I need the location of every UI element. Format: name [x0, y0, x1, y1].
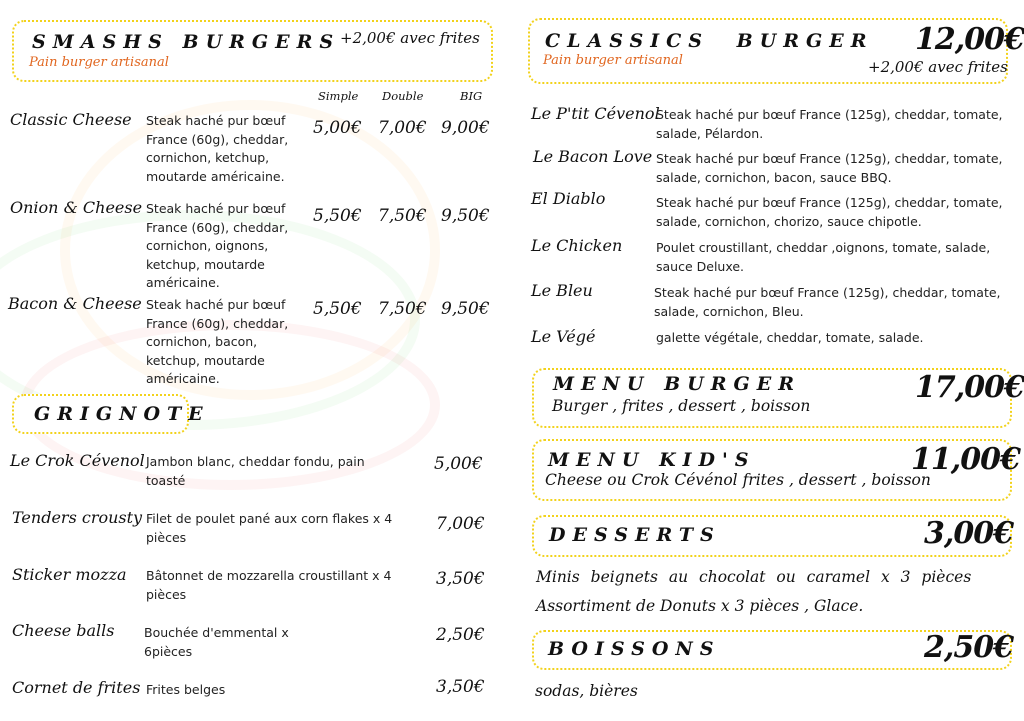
grignote-item-desc: Filet de poulet pané aux corn flakes x 4 pièces: [146, 511, 393, 545]
grignote-item-desc: Frites belges: [146, 682, 226, 697]
grignote-item-price: 5,00€: [434, 454, 483, 474]
price-big: 9,00€: [441, 118, 490, 138]
desserts-line-1: Minis beignets au chocolat ou caramel x 3 pièces: [536, 568, 972, 586]
smash-subtitle: Pain burger artisanal: [29, 55, 169, 70]
classics-extra: +2,00€ avec frites: [868, 58, 1008, 76]
classics-item-name: Le Bacon Love: [533, 147, 653, 166]
classics-item-desc: galette végétale, cheddar, tomate, salade.: [656, 330, 924, 345]
menu-kids-price: 11,00€: [911, 442, 1020, 477]
smash-item-desc: Steak haché pur bœuf France (60g), cheddar, cornichon, ketchup, moutarde américaine.: [146, 113, 289, 184]
price-simple: 5,50€: [313, 299, 362, 319]
classics-item-name: Le Végé: [531, 327, 596, 346]
classics-item-desc: Steak haché pur bœuf France (125g), cheddar, tomate, salade, cornichon, bacon, sauce BBQ.: [656, 151, 1003, 185]
smash-item-desc: Steak haché pur bœuf France (60g), cheddar, cornichon, bacon, ketchup, moutarde américaine.: [146, 297, 289, 386]
classics-item-name: Le Chicken: [531, 236, 623, 255]
classics-item-name: El Diablo: [531, 189, 606, 208]
price-big: 9,50€: [441, 299, 490, 319]
classics-item-name: Le P'tit Cévenol: [531, 104, 660, 123]
grignote-item-desc: Jambon blanc, cheddar fondu, pain toasté: [146, 454, 365, 488]
grignote-item-price: 3,50€: [436, 569, 485, 589]
classics-item-desc: Poulet croustillant, cheddar ,oignons, tomate, salade, sauce Deluxe.: [656, 240, 991, 274]
grignote-item-desc: Bouchée d'emmental x 6pièces: [144, 625, 289, 659]
smash-item-desc: Steak haché pur bœuf France (60g), cheddar, cornichon, oignons, ketchup, moutarde américaine.: [146, 201, 289, 290]
desserts-title: DESSERTS: [549, 524, 721, 546]
boissons-title: BOISSONS: [548, 638, 721, 660]
classics-title: CLASSICS BURGER: [545, 30, 874, 52]
classics-price: 12,00€: [915, 22, 1024, 57]
grignote-title: GRIGNOTE: [34, 403, 210, 425]
price-double: 7,50€: [378, 299, 427, 319]
menu-burger-price: 17,00€: [915, 370, 1024, 405]
classics-item-desc: Steak haché pur bœuf France (125g), cheddar, tomate, salade, cornichon, chorizo, sauce chipotle.: [656, 195, 1003, 229]
price-double: 7,50€: [378, 206, 427, 226]
boissons-line: sodas, bières: [535, 682, 638, 700]
grignote-item-name: Cornet de frites: [12, 678, 141, 697]
classics-subtitle: Pain burger artisanal: [543, 53, 683, 68]
grignote-item-price: 2,50€: [436, 625, 485, 645]
smash-item-name: Bacon & Cheese: [8, 294, 142, 313]
smash-extra: +2,00€ avec frites: [340, 29, 480, 47]
column-simple: Simple: [318, 89, 359, 103]
grignote-item-name: Le Crok Cévenol: [10, 451, 145, 470]
grignote-item-price: 3,50€: [436, 677, 485, 697]
classics-item-name: Le Bleu: [531, 281, 593, 300]
grignote-item-name: Tenders crousty: [12, 508, 143, 527]
desserts-price: 3,00€: [924, 516, 1013, 551]
menu-kids-title: MENU KID'S: [548, 449, 756, 471]
smash-title: SMASHS BURGERS: [32, 31, 341, 53]
boissons-price: 2,50€: [924, 630, 1013, 665]
price-simple: 5,50€: [313, 206, 362, 226]
column-big: BIG: [460, 89, 483, 103]
grignote-item-desc: Bâtonnet de mozzarella croustillant x 4 pièces: [146, 568, 392, 602]
grignote-item-price: 7,00€: [436, 514, 485, 534]
grignote-item-name: Sticker mozza: [12, 565, 127, 584]
desserts-line-2: Assortiment de Donuts x 3 pièces , Glace.: [536, 597, 864, 615]
menu-burger-title: MENU BURGER: [553, 373, 801, 395]
column-double: Double: [382, 89, 424, 103]
classics-item-desc: Steak haché pur bœuf France (125g), cheddar, tomate, salade, Pélardon.: [656, 107, 1003, 141]
smash-item-name: Classic Cheese: [10, 110, 132, 129]
classics-item-desc: Steak haché pur bœuf France (125g), cheddar, tomate, salade, cornichon, Bleu.: [654, 285, 1001, 319]
smash-item-name: Onion & Cheese: [10, 198, 143, 217]
price-double: 7,00€: [378, 118, 427, 138]
menu-burger-subtitle: Burger , frites , dessert , boisson: [552, 397, 811, 415]
grignote-item-name: Cheese balls: [12, 621, 115, 640]
price-simple: 5,00€: [313, 118, 362, 138]
menu-kids-subtitle: Cheese ou Crok Cévénol frites , dessert , boisson: [545, 471, 931, 489]
price-big: 9,50€: [441, 206, 490, 226]
